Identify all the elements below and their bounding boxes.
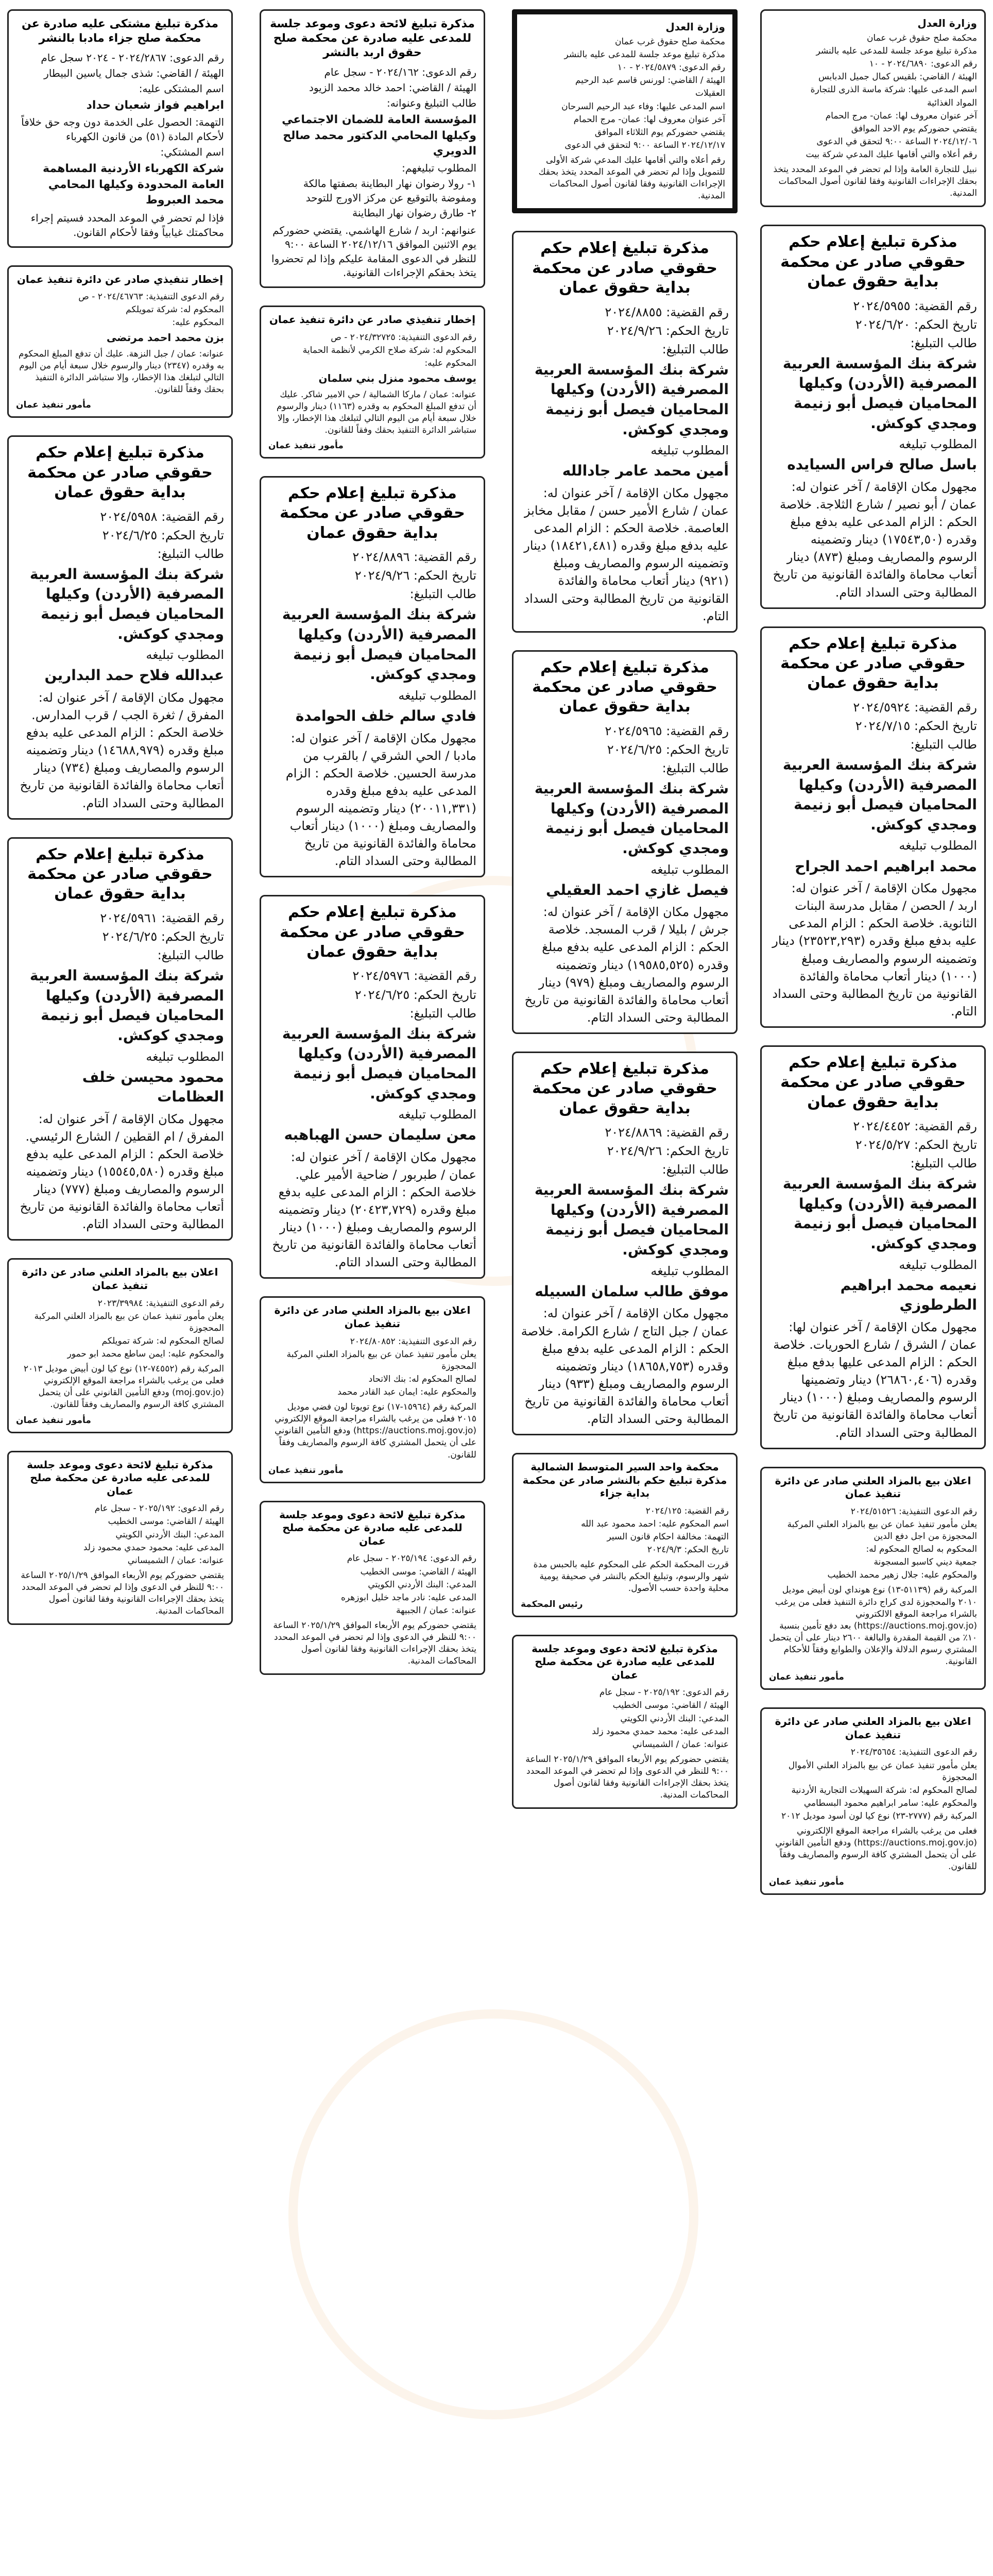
notice-line: الهيئة / القاضي: لورنس قاسم عبد الرحيم (575, 75, 725, 86)
notice-title: اعلان بيع بالمزاد العلني صادر عن دائرة تنفيذ عمان (22, 1266, 218, 1292)
notice-line: والمحكوم عليه: ايمان عبد القادر محمد (337, 1387, 476, 1398)
notice-body: مجهول مكان الإقامة / آخر عنوان له: عمان / طبربور / ضاحية الأمير علي. خلاصة الحكم : الزام المدعى عليه بدفع مبلغ وقدره (٢٠٤٢٣,٧٢٩) دينار وتضمينه الرسوم والمصاريف ومبلغ (١٠٠٠) دينار أتعاب محاماة والفائدة القانونية من تاريخ المطالبة وحتى السداد التام. (272, 1149, 476, 1270)
person-name: باسل صالح فراس السيايده (787, 456, 977, 473)
notice-title: مذكرة تبليغ إعلام حكم حقوقي صادر عن محكمة بداية حقوق عمان (27, 444, 213, 502)
notice-line: رقم القضية: ٢٠٢٤/٥٩٥٨ (100, 509, 224, 524)
notice-line: لصالح المحكوم له: شركة تمويلكم (101, 1335, 224, 1346)
notice-line: رقم الدعوى التنفيذية: ٢٠٢٤/٨٠٨٥٢ (350, 1336, 476, 1347)
notice-line: تاريخ الحكم: ٢٠٢٤/٩/٣ (647, 1545, 729, 1555)
notice-line: رقم القضية: ٢٠٢٤/٤٤٥٢ (853, 1118, 977, 1133)
notice-line: لصالح المحكوم له: شركة السهيلات التجارية الأردنية (791, 1785, 977, 1795)
person-name: معن سليمان حسن الهباهبه (284, 1126, 476, 1144)
column-right (760, 9, 986, 1895)
notice-line: المحكوم عليه: (424, 358, 476, 368)
notice-line: يعلن مأمور تنفيذ عمان عن بيع بالمزاد العلني المركبة المحجوزة من اجل دفع الدين (787, 1519, 977, 1541)
notice-title: مذكرة تبليغ إعلام حكم حقوقي صادر عن محكمة بداية حقوق عمان (532, 239, 717, 297)
person-name: محمد ابراهيم احمد الجراح (795, 857, 977, 875)
notice-line: رقم القضية: ٢٠٢٤/٥٩٦٥ (605, 723, 729, 738)
notice-signature: مأمور تنفيذ عمان (16, 400, 91, 411)
notice-body: يقتضي حضوركم يوم الأربعاء الموافق ٢٠٢٥/١/٢٩ الساعة ٩:٠٠ للنظر في الدعوى وإذا لم تحضر في الموعد المحدد يتخذ بحقك الإجراءات القانونية وفقا لقانون أصول المحاكمات المدنية. (21, 1570, 224, 1617)
notice-signature: مأمور تنفيذ عمان (268, 440, 344, 451)
notice-line: المدعي: البنك الأردني الكويتي (115, 1529, 224, 1540)
notice-line: طالب التبليغ: (662, 342, 729, 357)
notice-line: رقم القضية: ٢٠٢٤/٥٩٦١ (100, 910, 224, 925)
notice-line: التهمة: الحصول على الخدمة دون وجه حق خلافاً لأحكام المادة (٥١) من قانون الكهرباء (21, 116, 224, 143)
notice-line: رقم الدعوى: ٢٠٢٤/١٦٢ - سجل عام (324, 66, 476, 79)
requester-name: شركة بنك المؤسسة العربية المصرفية (الأردن) وكيلها المحاميان فيصل أبو زنيمة ومجدي كوكش. (782, 354, 977, 432)
notice-line: طالب التبليغ: (910, 1156, 977, 1171)
requester-name: شركة بنك المؤسسة العربية المصرفية (الأردن) وكيلها المحاميان فيصل أبو زنيمة ومجدي كوكش. (29, 967, 224, 1044)
notice-line: تاريخ الحكم: ٢٠٢٤/٩/٢٦ (607, 1144, 729, 1159)
notice-title: مذكرة تبليغ إعلام حكم حقوقي صادر عن محكمة بداية حقوق عمان (280, 484, 465, 542)
notice-line: اسم المشتكى عليه: (139, 82, 224, 95)
notice-line: الهيئة / القاضي: موسى الخطيب (360, 1566, 476, 1577)
notice-line: والمحكوم عليه: ايمن ساطع محمد ابو حمور (67, 1349, 224, 1360)
requester-name: شركة بنك المؤسسة العربية المصرفية (الأردن) وكيلها المحاميان فيصل أبو زنيمة ومجدي كوكش. (782, 756, 977, 833)
notice-line: رقم الدعوى التنفيذية: ٢٠٢٤/٣٥٦٥٤ (850, 1747, 977, 1758)
notice-line: الهيئة / القاضي: بلقيس كمال جميل الدبابس (818, 72, 977, 82)
person-name: بزن محمد احمد مرتضى (106, 331, 224, 344)
notice-box (512, 1453, 738, 1617)
notice-title: مذكرة تبليغ لائحة دعوى وموعد جلسة للمدعى عليه صادرة عن محكمة صلح عمان (27, 1458, 213, 1497)
notice-line: والمحكوم عليه: جلال زهير محمد الخطيب (827, 1570, 977, 1581)
notice-body: مجهول مكان الإقامة / آخر عنوان له: عمان / جبل التاج / شارع الكرامة. خلاصة الحكم : الزام المدعى عليه بدفع مبلغ وقدره (١٨٦٥٨,٧٥٣) دينار وتضمينه الرسوم والمصاريف ومبلغ (٩٣٣) دينار أتعاب محاماة والفائدة القانونية من تاريخ المطالبة وحتى السداد التام. (521, 1306, 729, 1426)
notice-box (512, 1052, 738, 1435)
notice-line: آخر عنوان معروف لها: عمان- مرج الحمام (573, 114, 725, 125)
notice-line: عنوانه: عمان / الجبيهة (396, 1605, 476, 1616)
notice-body: مجهول مكان الإقامة / آخر عنوان له: اربد / الحصن / مقابل مدرسة البنات الثانوية. خلاصة الحكم : الزام المدعى عليه بدفع مبلغ وقدره (٢٣٥٢٣,٢٩٣) دينار وتضمينه الرسوم والمصاريف ومبلغ (١٠٠٠) دينار أتعاب محاماة والفائدة القانونية من تاريخ المطالبة وحتى السداد التام. (772, 881, 977, 1019)
notice-line: عنوانه: عمان / الشميساني (632, 1739, 729, 1750)
notice-line: طالب التبليغ: (910, 335, 977, 350)
notice-line: ٢٠٢٤/١٢/١٧ الساعة ٩:٠٠ لتحقق في الدعوى (564, 140, 725, 150)
notice-title: مذكرة تبليغ لائحة دعوى وموعد جلسة للمدعى عليه صادرة عن محكمة صلح حقوق اربد بالنشر (270, 18, 475, 60)
requester-name: شركة بنك المؤسسة العربية المصرفية (الأردن) وكيلها المحاميان فيصل أبو زنيمة ومجدي كوكش. (534, 1181, 729, 1259)
notice-line: مذكرة تبليغ موعد جلسة للمدعى عليه بالنشر (564, 49, 725, 60)
notice-body: المركبة رقم (٥١١٣٩-١٣) نوع هونداي لون أبيض موديل ٢٠١٠ والمحجوزة لدى كراج دائرة التنفيذ فعلى من يرغب بالشراء مراجعة الموقع الالكتروني (https://auctions.moj.gov.jo) بعد دفع تأمين بنسبة ١٠٪ من القيمة المقدرة والبالغة ٢٦٠٠ دينار على أن يتحمل المشتري رسوم الدلالة والإعلان والطوابع وفقاً للأحكام القانونية. (769, 1585, 977, 1667)
notice-line: طالب التبليغ وعنوانه: (386, 96, 476, 109)
notice-line: ٢- طارق رضوان نهار البطاينة (352, 207, 476, 219)
person-name: أمين محمد عامر جادالله (562, 462, 729, 480)
notice-line: المطلوب تبليغه (398, 688, 476, 703)
notice-line: يعلن مأمور تنفيذ عمان عن بيع بالمزاد العلني الأموال المحجوزة (788, 1760, 977, 1783)
notice-line: المحكوم له: شركة تمويلكم (126, 304, 224, 315)
notice-line: رقم القضية: ٢٠٢٤/٥٩٧٦ (352, 969, 476, 984)
notice-line: جمعية ديني كاسبو المسجونة (874, 1557, 977, 1568)
notice-header: وزارة العدل (917, 17, 977, 29)
notice-line: رقم الدعوى التنفيذية: ٢٠٢٤/٣٢٧٢٥ - ص (331, 332, 476, 343)
requester-name: شركة بنك المؤسسة العربية المصرفية (الأردن) وكيلها المحاميان فيصل أبو زنيمة ومجدي كوكش. (534, 361, 729, 438)
notice-line: يعلن مأمور تنفيذ عمان عن بيع بالمزاد العلني المركبة المحجوزة (34, 1311, 224, 1333)
notice-line: المطلوب تبليغه (899, 1257, 977, 1272)
notice-line: رقم الدعوى التنفيذية: ٢٠٢٤/٤٦٧٦٣ - ص (78, 292, 224, 302)
notice-signature: مأمور تنفيذ عمان (268, 1465, 344, 1476)
notice-box (760, 1707, 986, 1895)
notice-line: المطلوب تبليغه (146, 648, 224, 663)
notice-box (512, 231, 738, 632)
notice-line: رقم القضية: ٢٠٢٤/٨٨٩٦ (352, 550, 476, 565)
notice-line: ٢٠٢٤/١٢/٠٦ الساعة ٩:٠٠ لتحقق في الدعوى (816, 136, 977, 147)
notice-body: مجهول مكان الإقامة / آخر عنوان له: عمان / أبو نصير / شارع الثلاجة. خلاصة الحكم : الزام المدعى عليه بدفع مبلغ وقدره (١٧٥٤٣,٥٠) دينار وتضمينه الرسوم والمصاريف ومبلغ (٨٧٣) دينار أتعاب محاماة والفائدة القانونية من تاريخ المطالبة وحتى السداد التام. (773, 480, 977, 600)
notice-box (760, 1045, 986, 1449)
notice-line: تاريخ الحكم: ٢٠٢٤/٦/٢٥ (607, 742, 729, 757)
notice-header: وزارة العدل (665, 21, 725, 33)
notice-line: المطلوب تبليغهم: (402, 162, 476, 175)
notice-box (760, 1467, 986, 1690)
notice-box (260, 1296, 485, 1483)
notice-body: نبيل للتجارة العامة وإذا لم تحضر في الموعد المحدد يتخذ بحقك الإجراءات القانونية وفقا لقانون أصول المحاكمات المدنية. (773, 164, 977, 199)
requester-name: شركة بنك المؤسسة العربية المصرفية (الأردن) وكيلها المحاميان فيصل أبو زنيمة ومجدي كوكش. (534, 780, 729, 857)
person-name: فادي سالم خلف الحوامدة (295, 707, 476, 725)
notice-line: آخر عنوان معروف لها: عمان- مرج الحمام (825, 110, 977, 121)
notice-line: طالب التبليغ: (662, 760, 729, 775)
notice-line: طالب التبليغ: (409, 1006, 476, 1021)
requester-name: ابراهيم فواز شعبان حداد (86, 99, 224, 112)
notice-body: فعلى من يرغب بالشراء مراجعة الموقع الإلكتروني (https://auctions.moj.gov.jo) ودفع التأمين القانوني على أن يتحمل المشتري كافة الرسوم والمصاريف وفقاً للقانون. (775, 1826, 977, 1872)
notice-title: اعلان بيع بالمزاد العلني صادر عن دائرة تنفيذ عمان (775, 1715, 971, 1741)
person-name: شركة الكهرباء الأردنية المساهمة العامة المحدودة وكيلها المحامي محمد العبروط (42, 162, 224, 207)
notice-line: المحكوم عليه: (172, 317, 224, 328)
notice-line: المدعى عليه: محمد حمدي محمود زلد (592, 1726, 729, 1737)
notice-title: مذكرة تبليغ إعلام حكم حقوقي صادر عن محكمة بداية حقوق عمان (532, 658, 717, 716)
notice-line: تاريخ الحكم: ٢٠٢٤/٧/١٥ (855, 718, 977, 733)
notice-line: الهيئة / القاضي: احمد خالد محمد الزيود (309, 81, 476, 94)
notice-line: تاريخ الحكم: ٢٠٢٤/٦/٢٥ (102, 929, 224, 944)
notice-line: المطلوب تبليغه (899, 838, 977, 853)
notice-box (7, 837, 233, 1241)
notice-box (512, 1635, 738, 1809)
notice-box (260, 895, 485, 1279)
notice-line: اسم المدعى عليها: شركة ماسة الذرى للتجارة (810, 84, 977, 95)
notice-line: رقم الدعوى: ٢٠٢٥/١٩٤ - سجل عام (347, 1553, 476, 1564)
requester-name: شركة بنك المؤسسة العربية المصرفية (الأردن) وكيلها المحاميان فيصل أبو زنيمة ومجدي كوكش. (782, 1175, 977, 1252)
notice-signature: مأمور تنفيذ عمان (769, 1877, 844, 1888)
notice-line: والمحكوم عليه: سامر ابراهيم محمود البسطامي (803, 1798, 977, 1808)
notice-line: لصالح المحكوم له: بنك الاتحاد (368, 1374, 476, 1384)
person-name: موفق طالب سلمان السبيله (535, 1282, 729, 1300)
requester-name: شركة بنك المؤسسة العربية المصرفية (الأردن) وكيلها المحاميان فيصل أبو زنيمة ومجدي كوكش. (282, 1025, 476, 1102)
notice-body: قررت المحكمة الحكم على المحكوم عليه بالحبس مدة شهر والرسوم، وتبليغ الحكم بالنشر في صحيفة يومية محلية واحدة حسب الأصول. (533, 1560, 729, 1594)
notice-line: المركبة رقم (٢٧٧٧-٢٣) نوع كيا لون أسود موديل ٢٠١٢ (781, 1810, 977, 1821)
notice-box (512, 9, 738, 213)
notice-line: المحكوم له: شركة صلاح الكرمي لأنظمة الحماية (302, 345, 476, 355)
notice-body: مجهول مكان الإقامة / آخر عنوان لها: عمان / الشرق / شارع الحوريات. خلاصة الحكم : الزام المدعى عليها بدفع مبلغ وقدره (٢٦٨٦٠,٤٠٦) دينار وتضمينها الرسوم والمصاريف ومبلغ (١٠٠٠) دينار أتعاب محاماة والفائدة القانونية من تاريخ المطالبة وحتى السداد التام. (773, 1320, 977, 1440)
notice-line: محكمة صلح حقوق غرب عمان (866, 33, 977, 43)
notice-body: مجهول مكان الإقامة / آخر عنوان له: المفرق / ام القطين / الشارع الرئيسي. خلاصة الحكم : الزام المدعى عليه بدفع مبلغ وقدره (١٥٥٤٥,٥٨٠) دينار وتضمينه الرسوم والمصاريف ومبلغ (٧٧٧) دينار أتعاب محاماة والفائدة القانونية من تاريخ المطالبة وحتى السداد التام. (20, 1111, 224, 1232)
notice-body: مجهول مكان الإقامة / آخر عنوان له: جرش / بليلا / قرب المسجد. خلاصة الحكم : الزام المدعى عليه بدفع مبلغ وقدره (١٩٥٨٥,٥٢٥) دينار وتضمينه الرسوم والمصاريف ومبلغ (٩٧٩) دينار أتعاب محاماة والفائدة القانونية من تاريخ المطالبة وحتى السداد التام. (524, 905, 729, 1025)
notice-box (512, 650, 738, 1034)
column-left (7, 9, 233, 1625)
notice-line: محكمة صلح حقوق غرب عمان (614, 37, 725, 47)
column-center-left (260, 9, 485, 1675)
notice-body: المركبة رقم (١٥٩٦٤-١٧) نوع تويوتا لون فضي موديل ٢٠١٥ فعلى من يرغب بالشراء مراجعة الموقع الإلكتروني (https://auctions.moj.gov.jo) ودفع التأمين القانوني على أن يتحمل المشتري كافة الرسوم والمصاريف وفقاً للقانون. (275, 1402, 476, 1460)
notice-line: التهمة: مخالفة احكام قانون السير (607, 1531, 729, 1542)
notice-line: المدعى عليه: نادر ماجد خليل ابوزهره (341, 1592, 476, 1603)
notice-line: العقيلات (695, 88, 725, 99)
notice-signature: مأمور تنفيذ عمان (769, 1672, 844, 1683)
notice-line: طالب التبليغ: (662, 1162, 729, 1177)
notice-title: مذكرة تبليغ لائحة دعوى وموعد جلسة للمدعى عليه صادرة عن محكمة صلح عمان (532, 1642, 718, 1681)
notice-body: المركبة رقم (٧٤٥٥٢-١٢) نوع كيا لون أبيض موديل ٢٠١٣ فعلى من يرغب بالشراء مراجعة الموقع الإلكتروني (moj.gov.jo) ودفع التأمين القانوني على أن يتحمل المشتري كافة الرسوم والمصاريف وفقاً للقانون. (23, 1364, 224, 1410)
notice-line: المطلوب تبليغه (650, 443, 729, 458)
notice-title: مذكرة تبليغ مشتكى عليه صادرة عن محكمة صلح جزاء مادبا بالنشر (22, 18, 218, 45)
notice-title: مذكرة تبليغ إعلام حكم حقوقي صادر عن محكمة بداية حقوق عمان (27, 845, 213, 903)
notice-line: المطلوب تبليغه (398, 1107, 476, 1122)
notice-title: اعلان بيع بالمزاد العلني صادر عن دائرة تنفيذ عمان (775, 1474, 971, 1500)
notice-box (760, 9, 986, 207)
notice-line: تاريخ الحكم: ٢٠٢٤/٩/٢٦ (607, 323, 729, 338)
notice-box (7, 265, 233, 418)
notice-box (7, 435, 233, 819)
notice-line: تاريخ الحكم: ٢٠٢٤/٦/٢٥ (354, 987, 476, 1002)
notice-line: يقتضي حضوركم يوم الاحد الموافق (851, 123, 977, 134)
notice-line: الهيئة / القاضي: موسى الخطيب (108, 1516, 224, 1527)
notice-signature: رئيس المحكمة (521, 1599, 583, 1609)
notice-box (7, 1451, 233, 1625)
notice-line: ١- رولا رضوان نهار البطاينة بصفتها مالكة ومفوضة بالتوقيع عن مركز الاورج للتوحد (303, 177, 476, 204)
notice-line: طالب التبليغ: (409, 587, 476, 602)
notice-line: المحكوم به لصالح المحكوم له: (866, 1544, 977, 1555)
requester-name: المؤسسة العامة للضمان الاجتماعي وكيلها المحامي الدكتور محمد صالح الدويري (282, 113, 476, 158)
notice-line: المدعي: البنك الأردني الكويتي (620, 1713, 729, 1724)
notice-line: يقتضي حضوركم يوم الثلاثاء الموافق (594, 127, 725, 138)
notice-box (260, 306, 485, 459)
notice-line: طالب التبليغ: (157, 546, 224, 561)
notice-box (7, 9, 233, 248)
notice-line: رقم الدعوى: ٢٠٢٥/١٩٢ - سجل عام (94, 1503, 224, 1514)
person-name: نعيمه محمد ابراهيم الطرطوزي (840, 1276, 977, 1314)
notice-line: رقم القضية: ٢٠٢٤/٥٩٥٥ (853, 298, 977, 313)
requester-name: شركة بنك المؤسسة العربية المصرفية (الأردن) وكيلها المحاميان فيصل أبو زنيمة ومجدي كوكش. (282, 606, 476, 683)
notice-line: رقم الدعوى التنفيذية: ٢٠٢٤/٥١٥٢٦ (850, 1506, 977, 1517)
notice-body: عنوانه: عمان / ماركا الشمالية / حي الامير شاكر. عليك أن تدفع المبلغ المحكوم به وقدره (١١٦٣) دينار والرسوم خلال سبعة أيام من اليوم التالي لتبلغك هذا الإخطار، وإلا ستباشر الدائرة التنفيذ بحقك وفقاً للقانون. (276, 389, 476, 435)
column-center-right (512, 9, 738, 1809)
notice-title: مذكرة تبليغ إعلام حكم حقوقي صادر عن محكمة بداية حقوق عمان (780, 1053, 966, 1111)
notice-line: الهيئة / القاضي: موسى الخطيب (612, 1700, 729, 1711)
notice-line: رقم أعلاه والتي أقامها عليك المدعي شركة بيت (806, 149, 977, 160)
person-name: عبدالله فلاح حمد البدارين (44, 667, 224, 684)
notice-body: يقتضي حضوركم يوم الأربعاء الموافق ٢٠٢٥/١/٢٩ الساعة ٩:٠٠ للنظر في الدعوى وإذا لم تحضر في الموعد المحدد يتخذ بحقك الإجراءات القانونية وفقا لقانون أصول المحاكمات المدنية. (525, 1754, 729, 1801)
notice-line: يعلن مأمور تنفيذ عمان عن بيع بالمزاد العلني المركبة المحجوزة (286, 1349, 476, 1371)
notice-line: رقم الدعوى: ٢٠٢٥/١٩٢ - سجل عام (599, 1687, 729, 1698)
notice-line: المطلوب تبليغه (899, 437, 977, 452)
notice-box (760, 225, 986, 608)
notice-line: اسم المحكوم عليه: احمد محمود عبد الله (581, 1518, 729, 1529)
notice-line: رقم الدعوى: ٢٠٢٤/٦٨٩٠ - ١٠ (869, 59, 977, 70)
notice-line: رقم الدعوى: ٢٠٢٤/٥٨٧٩ - ١٠ (617, 62, 725, 73)
notice-body: عنوانه: عمان / جبل النزهة. عليك أن تدفع المبلغ المحكوم به وقدره (٢٣٤٧) دينار والرسوم خلال سبعة أيام من اليوم التالي لتبلغك هذا الإخطار، وإلا ستباشر الدائرة التنفيذ بحقك وفقاً للقانون. (19, 349, 224, 395)
notice-line: رقم الدعوى: ٢٠٢٤/٢٨٦٧ - ٢٠٢٤ سجل عام (41, 52, 224, 64)
notice-line: المطلوب تبليغه (650, 1263, 729, 1278)
notice-line: المدعى عليه: محمود حمدي محمود زلد (83, 1542, 224, 1553)
notice-title: مذكرة تبليغ إعلام حكم حقوقي صادر عن محكمة بداية حقوق عمان (532, 1059, 717, 1117)
notice-body: مجهول مكان الإقامة / آخر عنوان له: المفرق / ثغرة الجب / قرب المدارس. خلاصة الحكم : الزام المدعى عليه بدفع مبلغ وقدره (١٤٦٨٨,٩٧٩) دينار وتضمينه الرسوم والمصاريف ومبلغ (٧٣٤) دينار أتعاب محاماة والفائدة القانونية من تاريخ المطالبة وحتى السداد التام. (20, 690, 224, 810)
notice-line: تاريخ الحكم: ٢٠٢٤/٦/٢٠ (855, 317, 977, 332)
notice-line: رقم الدعوى التنفيذية: ٢٠٢٣/٣٩٩٨٤ (97, 1298, 224, 1309)
notice-line: اسم المشتكي: (160, 145, 224, 158)
notice-line: عنوانه: عمان / الشميساني (127, 1555, 224, 1566)
watermark-seal (288, 2009, 698, 2419)
notice-body: مجهول مكان الإقامة / آخر عنوان له: عمان / شارع الأمير حسن / مقابل مخابز العاصمة. خلاصة الحكم : الزام المدعى عليه بدفع مبلغ وقدره (١٨٤٢١,٤٨١) دينار وتضمينه الرسوم والمصاريف ومبلغ (٩٢١) دينار أتعاب محاماة والفائدة القانونية من تاريخ المطالبة وحتى السداد التام. (524, 486, 729, 623)
notice-title: إخطار تنفيذي صادر عن دائرة تنفيذ عمان (269, 313, 476, 326)
notice-line: المطلوب تبليغه (650, 862, 729, 877)
notice-body: رقم أعلاه والتي أقامها عليك المدعي شركة الأولى للتمويل وإذا لم تحضر في الموعد المحدد يتخذ بحقك الإجراءات القانونية وفقا لقانون أصول المحاكمات المدنية. (538, 155, 725, 201)
notice-line: طالب التبليغ: (910, 737, 977, 752)
requester-name: شركة بنك المؤسسة العربية المصرفية (الأردن) وكيلها المحاميان فيصل أبو زنيمة ومجدي كوكش. (29, 565, 224, 642)
notice-box (260, 1501, 485, 1675)
notice-line: رقم القضية: ٢٠٢٤/١٢٥ (645, 1505, 729, 1516)
notice-title: مذكرة تبليغ إعلام حكم حقوقي صادر عن محكمة بداية حقوق عمان (780, 634, 966, 692)
notice-line: المدعي: البنك الأردني الكويتي (368, 1579, 476, 1590)
notice-signature: مأمور تنفيذ عمان (16, 1415, 91, 1426)
notice-line: تاريخ الحكم: ٢٠٢٤/٥/٢٧ (855, 1138, 977, 1153)
person-name: يوسف محمود منزل بني سلمان (318, 372, 476, 384)
notice-box (260, 476, 485, 877)
notice-line: تاريخ الحكم: ٢٠٢٤/٩/٢٦ (354, 568, 476, 583)
notice-box (7, 1258, 233, 1433)
notice-title: مذكرة تبليغ إعلام حكم حقوقي صادر عن محكمة بداية حقوق عمان (780, 233, 966, 291)
notice-line: اسم المدعى عليها: وفاء عبد الرحيم السرحان (561, 101, 725, 112)
notice-body: فإذا لم تحضر في الموعد المحدد فسيتم إجراء محاكمتك غيابياً وفقا لأحكام القانون. (30, 212, 224, 239)
notice-line: مذكرة تبليغ موعد جلسة للمدعى عليه بالنشر (816, 46, 977, 57)
notice-body: يقتضي حضوركم يوم الأربعاء الموافق ٢٠٢٥/١/٢٩ الساعة ٩:٠٠ للنظر في الدعوى وإذا لم تحضر في الموعد المحدد يتخذ بحقك الإجراءات القانونية وفقا لقانون أصول المحاكمات المدنية. (273, 1620, 476, 1667)
notice-line: تاريخ الحكم: ٢٠٢٤/٦/٢٥ (102, 528, 224, 543)
notice-line: رقم القضية: ٢٠٢٤/٥٩٢٤ (853, 700, 977, 715)
notice-title: محكمة واحد السير المتوسط الشمالية مذكرة تبليغ حكم بالنشر صادر عن محكمة بداية جزاء (522, 1460, 727, 1500)
notice-body: عنوانهم: اربد / شارع الهاشمي. يقتضي حضوركم يوم الاثنين الموافق ٢٠٢٤/١٢/١٦ الساعة ٩:٠٠ للنظر في الدعوى المقامة عليكم وإذا لم تحضروا يتخذ بحقكم الإجراءات القانونية. (271, 224, 476, 279)
person-name: فيصل غازي احمد العقيلي (546, 881, 729, 899)
notice-line: رقم القضية: ٢٠٢٤/٨٨٦٩ (605, 1125, 729, 1140)
notice-title: مذكرة تبليغ إعلام حكم حقوقي صادر عن محكمة بداية حقوق عمان (280, 903, 465, 961)
notice-box (260, 9, 485, 288)
notice-title: مذكرة تبليغ لائحة دعوى وموعد جلسة للمدعى عليه صادرة عن محكمة صلح عمان (279, 1508, 466, 1547)
notice-line: المطلوب تبليغه (146, 1049, 224, 1064)
notice-body: مجهول مكان الإقامة / آخر عنوان له: مادبا / الحي الشرقي / بالقرب من مدرسة الحسين. خلاصة الحكم : الزام المدعى عليه بدفع مبلغ وقدره (٢٠٠١١,٣٣١) دينار وتضمينه الرسوم والمصاريف ومبلغ (١٠٠٠) دينار أتعاب محاماة والفائدة القانونية من تاريخ المطالبة وحتى السداد التام. (285, 731, 476, 869)
person-name: محمود محيسن خلف العظامات (82, 1068, 224, 1106)
notice-title: اعلان بيع بالمزاد العلني صادر عن دائرة تنفيذ عمان (274, 1304, 471, 1330)
notice-line: الهيئة / القاضي: شذى جمال ياسين البيطار (44, 66, 224, 79)
notice-line: المواد الغذائية (927, 97, 977, 108)
notice-line: طالب التبليغ: (157, 947, 224, 962)
notice-title: إخطار تنفيذي صادر عن دائرة تنفيذ عمان (16, 273, 224, 285)
notice-line: رقم القضية: ٢٠٢٤/٨٨٥٥ (605, 304, 729, 319)
notice-box (760, 626, 986, 1028)
